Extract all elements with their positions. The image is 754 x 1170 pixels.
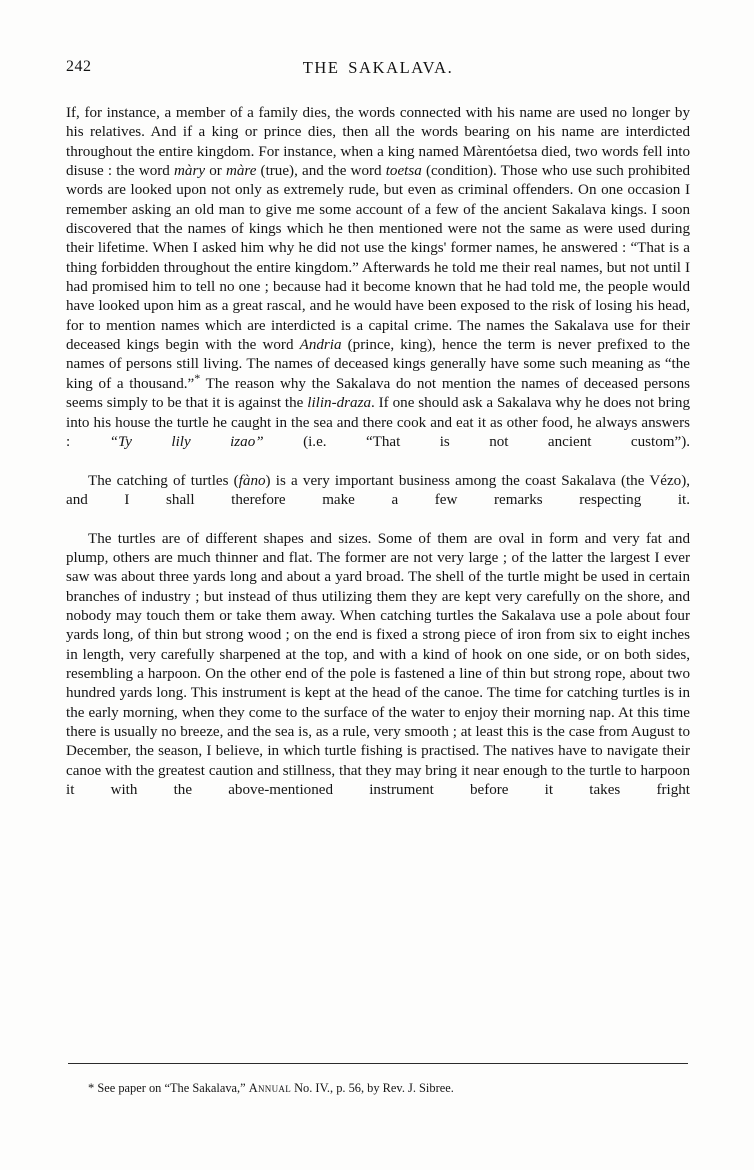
body-paragraph <box>66 472 690 530</box>
text-run: (prince, king), hence the term is never prefixed to the names of persons still living. The names of deceased kings generally have some such meaning as “the king of a thousand.” <box>66 337 690 392</box>
body-paragraph <box>66 530 690 820</box>
page-folio-number: 242 <box>66 58 92 75</box>
italic-term: “Ty lily izao” <box>109 433 264 450</box>
italic-term: Andria <box>299 337 342 354</box>
footnote-marker: * <box>88 1081 98 1095</box>
footnote-reference-marker: * <box>194 370 201 385</box>
running-head <box>66 58 690 82</box>
text-run: (true), and the word <box>256 163 386 180</box>
italic-term: lilin-draza <box>307 395 371 412</box>
text-run: (i.e. “That is not ancient custom”). <box>263 433 691 450</box>
italic-term: màry <box>174 163 206 180</box>
text-run: (condition). Those who use such prohibited words are looked upon not only as extremely rude, but even as criminal offenders. On one occasion I remember asking an old man to give me some account of a few of the ancient Sakalava kings. I soon discovered that the names of kings which he then mentioned were not the same as were used during their lifetime. When I asked him why he did not use the kings' former names, he answered : “That is a thing forbidden throughout the entire kingdom.” Afterwards he told me their real names, but not until I had promised him to tell no one ; because had it become known that he had told me, the people would have looked upon him as a great rascal, and he would have been exposed to the risk of losing his head, for to mention names which are interdicted is a capital crime. The names the Sakalava use for their deceased kings begin with the word <box>66 163 691 354</box>
footnote-separator-rule <box>68 1063 688 1064</box>
text-run: If, for instance, a member of a family dies, the words connected with his name are used no longer by his relatives. And if a king or prince dies, then all the words bearing on his name are interdicted throughout the entire kingdom. For instance, when a king named Màrentóetsa died, two words fell into disuse : the word <box>66 105 690 180</box>
running-head-title: THE SAKALAVA. <box>302 58 454 77</box>
italic-term: màre <box>225 163 257 180</box>
footnote <box>66 1080 690 1096</box>
text-run: ) is a very important business among the coast Sakalava (the Vézo), and I shall therefore make a few remarks respecting it. <box>66 472 690 508</box>
small-caps-term: Annual <box>248 1081 291 1095</box>
text-run: The reason why the Sakalava do not mention the names of deceased persons seems simply to be that it is against the <box>66 375 691 412</box>
body-paragraph <box>66 104 690 472</box>
text-run: No. IV., p. 56, by Rev. J. Sibree. <box>291 1081 454 1095</box>
italic-term: toetsa <box>385 163 422 180</box>
text-run: or <box>205 163 226 180</box>
text-run: . If one should ask a Sakalava why he does not bring into his house the turtle he caught in the sea and there cook and eat it as other food, he always answers : <box>66 395 690 450</box>
text-run: See paper on “The Sakalava,” <box>97 1081 249 1095</box>
body-text-block <box>66 104 690 820</box>
text-run: The turtles are of different shapes and sizes. Some of them are oval in form and very fat and plump, others are much thinner and flat. The former are not very large ; of the latter the largest I ever saw was about three yards long and about a yard broad. The shell of the turtle might be used in certain branches of industry ; but instead of thus utilizing them they are kept very carefully on the shore, and nobody may touch them or take them away. When catching turtles the Sakalava use a pole about four yards long, of thin but strong wood ; on the end is fixed a strong piece of iron from six to eight inches in length, very carefully sharpened at the top, and with a kind of hook on one side, or on both sides, resembling a harpoon. On the other end of the pole is fastened a line of thin but strong rope, about two hundred yards long. This instrument is kept at the head of the canoe. The time for catching turtles is in the early morning, when they come to the surface of the water to enjoy their morning nap. At this time there is usually no breeze, and the sea is, as a rule, very smooth ; at least this is the case from August to December, the season, I believe, in which turtle fishing is practised. The natives have to navigate their canoe with the greatest caution and stillness, that they may bring it near enough to the turtle to harpoon it with the above-mentioned instrument before it takes fright <box>66 530 690 799</box>
italic-term: fàno <box>238 472 266 489</box>
text-run: The catching of turtles ( <box>88 472 239 489</box>
